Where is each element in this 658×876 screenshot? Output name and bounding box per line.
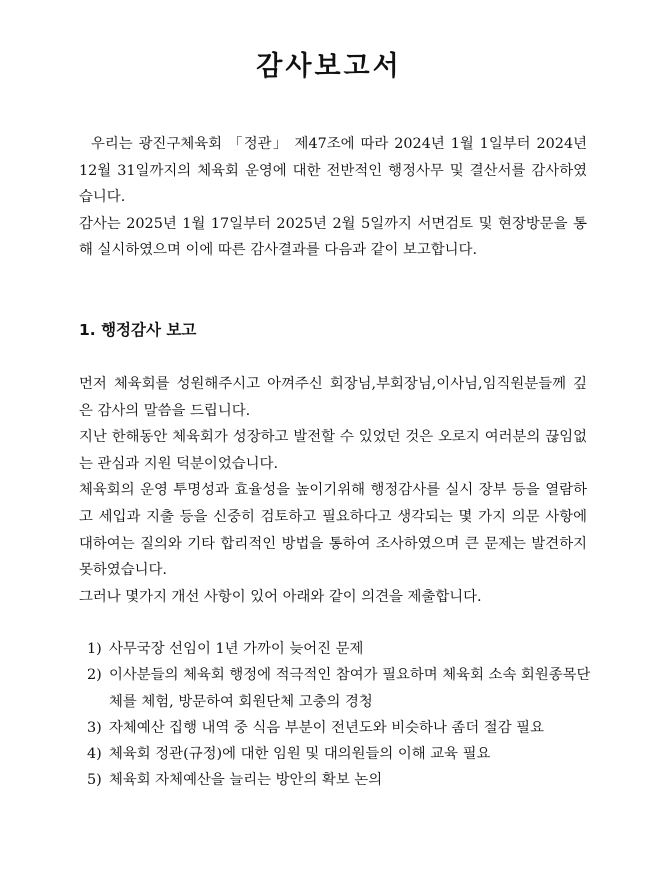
body-paragraph: 그러나 몇가지 개선 사항이 있어 아래와 같이 의견을 제출합니다.: [79, 588, 482, 605]
intro-section: [79, 131, 587, 264]
list-item-number: 5): [87, 772, 102, 789]
list-item-text: 사무국장 선임이 1년 가까이 늦어진 문제: [109, 641, 364, 657]
list-item-number: 4): [87, 746, 102, 763]
list-item-text: 이사분들의 체육회 행정에 적극적인 참여가 필요하며 체육회 소속 회원종목단체를 체험, 방문하여 회원단체 고충의 경청: [109, 667, 591, 710]
list-item: [87, 715, 597, 741]
intro-paragraph: 감사는 2025년 1월 17일부터 2025년 2월 5일까지 서면검토 및 현장방문을 통해 실시하였으며 이에 따른 감사결과를 다음과 같이 보고합니다.: [79, 215, 587, 259]
section-heading: 1. 행정감사 보고: [79, 321, 197, 339]
list-item-number: 1): [87, 641, 102, 657]
list-item: [87, 636, 597, 662]
intro-paragraph: 우리는 광진구체육회 「정관」 제47조에 따라 2024년 1월 1일부터 2024년 12월 31일까지의 체육회 운영에 대한 전반적인 행정사무 및 결산서를 감사하였습니다.: [79, 136, 587, 206]
list-item-number: 3): [87, 719, 102, 736]
list-item: [87, 767, 597, 793]
body-paragraph: 먼저 체육회를 성원해주시고 아껴주신 회장님,부회장님,이사님,임직원분들께 깊은 감사의 말씀을 드립니다.: [79, 376, 587, 419]
section-body: [79, 371, 587, 610]
list-item-number: 2): [87, 667, 102, 684]
body-paragraph: 체육회의 운영 투명성과 효율성을 높이기위해 행정감사를 실시 장부 등을 열람하고 세입과 지출 등을 신중히 검토하고 필요하다고 생각되는 몇 가지 의문 사항에 대하여는 질의와 기타 합리적인 방법을 통하여 조사하였으며 큰 문제는 발견하지 못하였습니다.: [79, 482, 587, 579]
improvement-list: [87, 636, 597, 794]
document-title: 감사보고서: [256, 51, 402, 82]
list-item-text: 체육회 정관(규정)에 대한 임원 및 대의원들의 이해 교육 필요: [109, 746, 491, 763]
list-item: [87, 741, 597, 767]
list-item: [87, 662, 597, 715]
list-item-text: 체육회 자체예산을 늘리는 방안의 확보 논의: [109, 772, 383, 789]
body-paragraph: 지난 한해동안 체육회가 성장하고 발전할 수 있었던 것은 오로지 여러분의 끊임없는 관심과 지원 덕분이었습니다.: [79, 429, 587, 472]
list-item-text: 자체예산 집행 내역 중 식음 부분이 전년도와 비슷하나 좀더 절감 필요: [109, 719, 544, 736]
